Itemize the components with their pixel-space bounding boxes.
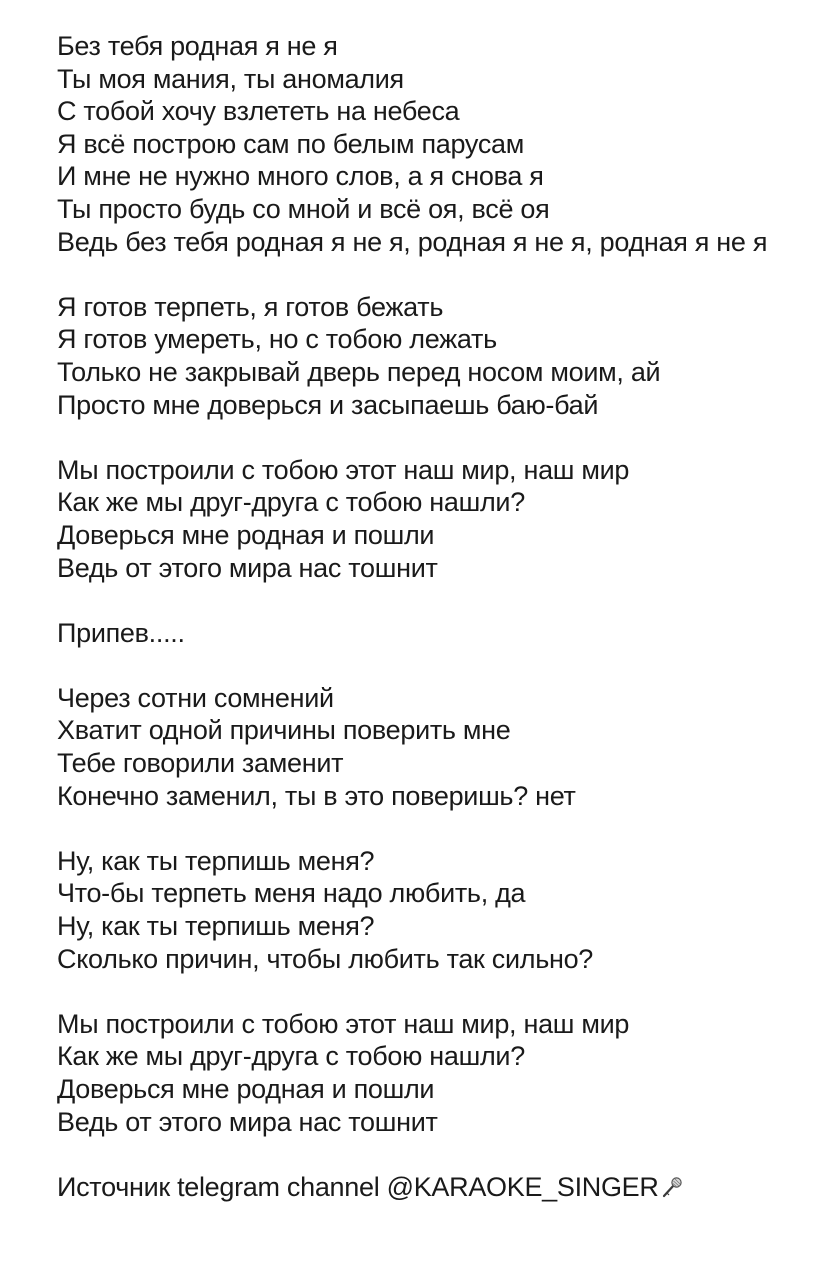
lyric-line: Что-бы терпеть меня надо любить, да	[57, 878, 526, 909]
lyric-line: Ты просто будь со мной и всё оя, всё оя	[57, 193, 550, 224]
lyric-line: Мы построили с тобою этот наш мир, наш мир	[57, 1008, 630, 1039]
lyric-line: Я готов терпеть, я готов бежать	[57, 291, 444, 322]
lyric-line: Ну, как ты терпишь меня?	[57, 911, 375, 942]
lyric-line: Ведь от этого мира нас тошнит	[57, 552, 438, 583]
source-text: Источник telegram channel @KARAOKE_SINGER	[57, 1171, 659, 1202]
stanza	[57, 291, 797, 421]
microphone-icon	[661, 1173, 683, 1195]
lyric-line: Ты моя мания, ты аномалия	[57, 63, 404, 94]
source-credit	[57, 1171, 797, 1204]
lyric-line: Ну, как ты терпишь меня?	[57, 845, 375, 876]
lyrics-document	[57, 30, 797, 1203]
stanza	[57, 1008, 797, 1138]
lyric-line: С тобой хочу взлететь на небеса	[57, 96, 460, 127]
lyric-line: Через сотни сомнений	[57, 682, 334, 713]
lyric-line: Я готов умереть, но с тобою лежать	[57, 324, 497, 355]
lyric-line: Конечно заменил, ты в это поверишь? нет	[57, 780, 576, 811]
stanza	[57, 30, 797, 258]
stanza	[57, 682, 797, 812]
lyric-line: Я всё построю сам по белым парусам	[57, 128, 524, 159]
lyrics-stanzas	[57, 30, 797, 1138]
lyric-line: Доверься мне родная и пошли	[57, 519, 435, 550]
stanza	[57, 617, 797, 650]
lyric-line: Ведь без тебя родная я не я, родная я не я, родная я не я	[57, 226, 768, 257]
stanza	[57, 845, 797, 975]
lyric-line: Только не закрывай дверь перед носом моим, ай	[57, 356, 661, 387]
lyric-line: Без тебя родная я не я	[57, 31, 338, 61]
lyric-line: Как же мы друг-друга с тобою нашли?	[57, 487, 525, 518]
lyric-line: Просто мне доверься и засыпаешь баю-бай	[57, 389, 599, 420]
lyric-line: Мы построили с тобою этот наш мир, наш мир	[57, 454, 630, 485]
lyric-line: Доверься мне родная и пошли	[57, 1074, 435, 1104]
lyric-line: И мне не нужно много слов, а я снова я	[57, 161, 544, 192]
lyric-line: Как же мы друг-друга с тобою нашли?	[57, 1041, 525, 1072]
lyric-line: Ведь от этого мира нас тошнит	[57, 1106, 438, 1137]
lyric-line: Припев.....	[57, 617, 185, 648]
lyric-line: Тебе говорили заменит	[57, 748, 344, 779]
stanza	[57, 454, 797, 584]
lyric-line: Хватит одной причины поверить мне	[57, 715, 511, 746]
lyric-line: Сколько причин, чтобы любить так сильно?	[57, 943, 594, 974]
